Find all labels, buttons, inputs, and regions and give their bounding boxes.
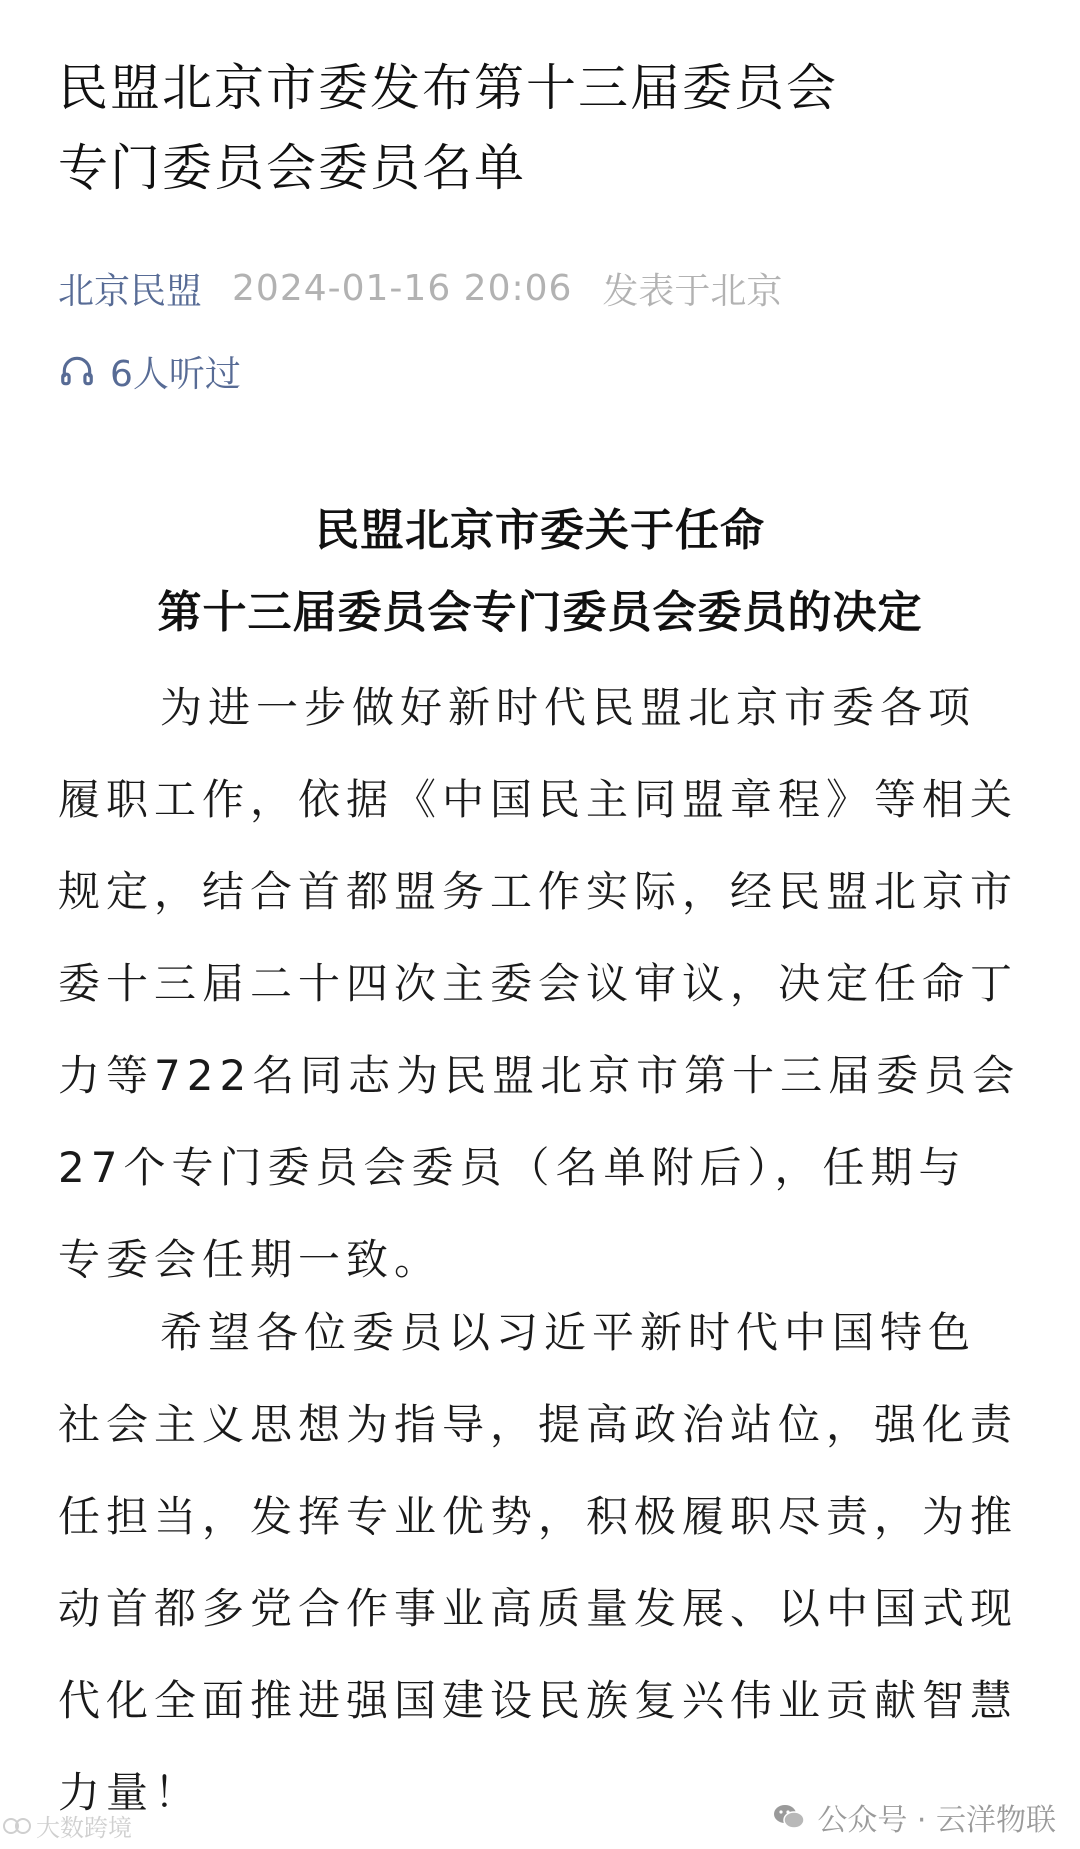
paragraph-line: 规定，结合首都盟务工作实际，经民盟北京市 (58, 867, 1019, 916)
paragraph-line: 希望各位委员以习近平新时代中国特色 (160, 1308, 977, 1357)
paragraph-line: 履职工作，依据《中国民主同盟章程》等相关 (58, 775, 1019, 824)
paragraph-line: 动首都多党合作事业高质量发展、以中国式现 (58, 1584, 1019, 1633)
paragraph-line: 27个专门委员会委员（名单附后），任期与 (58, 1143, 967, 1192)
paragraph-line: 专委会任期一致。 (58, 1235, 443, 1284)
article-meta (58, 260, 782, 316)
publish-location: 发表于北京 (602, 270, 783, 312)
paragraph-line: 委十三届二十四次主委会议审议，决定任命丁 (58, 959, 1019, 1008)
paragraph-line: 力等722名同志为民盟北京市第十三届委员会 (58, 1051, 1021, 1100)
document-title (0, 490, 1080, 654)
source-watermark-text: 公众号 · 云洋物联 (817, 1803, 1056, 1838)
source-watermark (771, 1795, 1056, 1839)
article-title (58, 48, 1018, 208)
document-title-line-2: 第十三届委员会专门委员会委员的决定 (157, 587, 923, 638)
paragraph-line: 社会主义思想为指导，提高政治站位，强化责 (58, 1400, 1019, 1449)
wechat-icon (771, 1799, 807, 1835)
headphones-icon (58, 352, 96, 390)
logo-icon (2, 1814, 32, 1838)
corner-watermark-text: 大数跨境 (36, 1814, 132, 1842)
body-paragraph-1 (58, 662, 1038, 1306)
article-title-line-2: 专门委员会委员名单 (58, 139, 526, 197)
listen-button[interactable] (58, 345, 241, 397)
document-title-line-1: 民盟北京市委关于任命 (315, 505, 765, 556)
paragraph-line: 力量！ (58, 1768, 203, 1817)
publish-time: 2024-01-16 20:06 (232, 267, 573, 309)
article-title-line-1: 民盟北京市委发布第十三届委员会 (58, 59, 838, 117)
paragraph-line: 为进一步做好新时代民盟北京市委各项 (160, 683, 977, 732)
paragraph-line: 任担当，发挥专业优势，积极履职尽责，为推 (58, 1492, 1019, 1541)
account-name-link[interactable]: 北京民盟 (58, 270, 203, 312)
corner-watermark (2, 1808, 132, 1843)
body-paragraph-2 (58, 1287, 1038, 1839)
paragraph-line: 代化全面推进强国建设民族复兴伟业贡献智慧 (58, 1676, 1019, 1725)
listen-count: 6人听过 (110, 353, 241, 395)
